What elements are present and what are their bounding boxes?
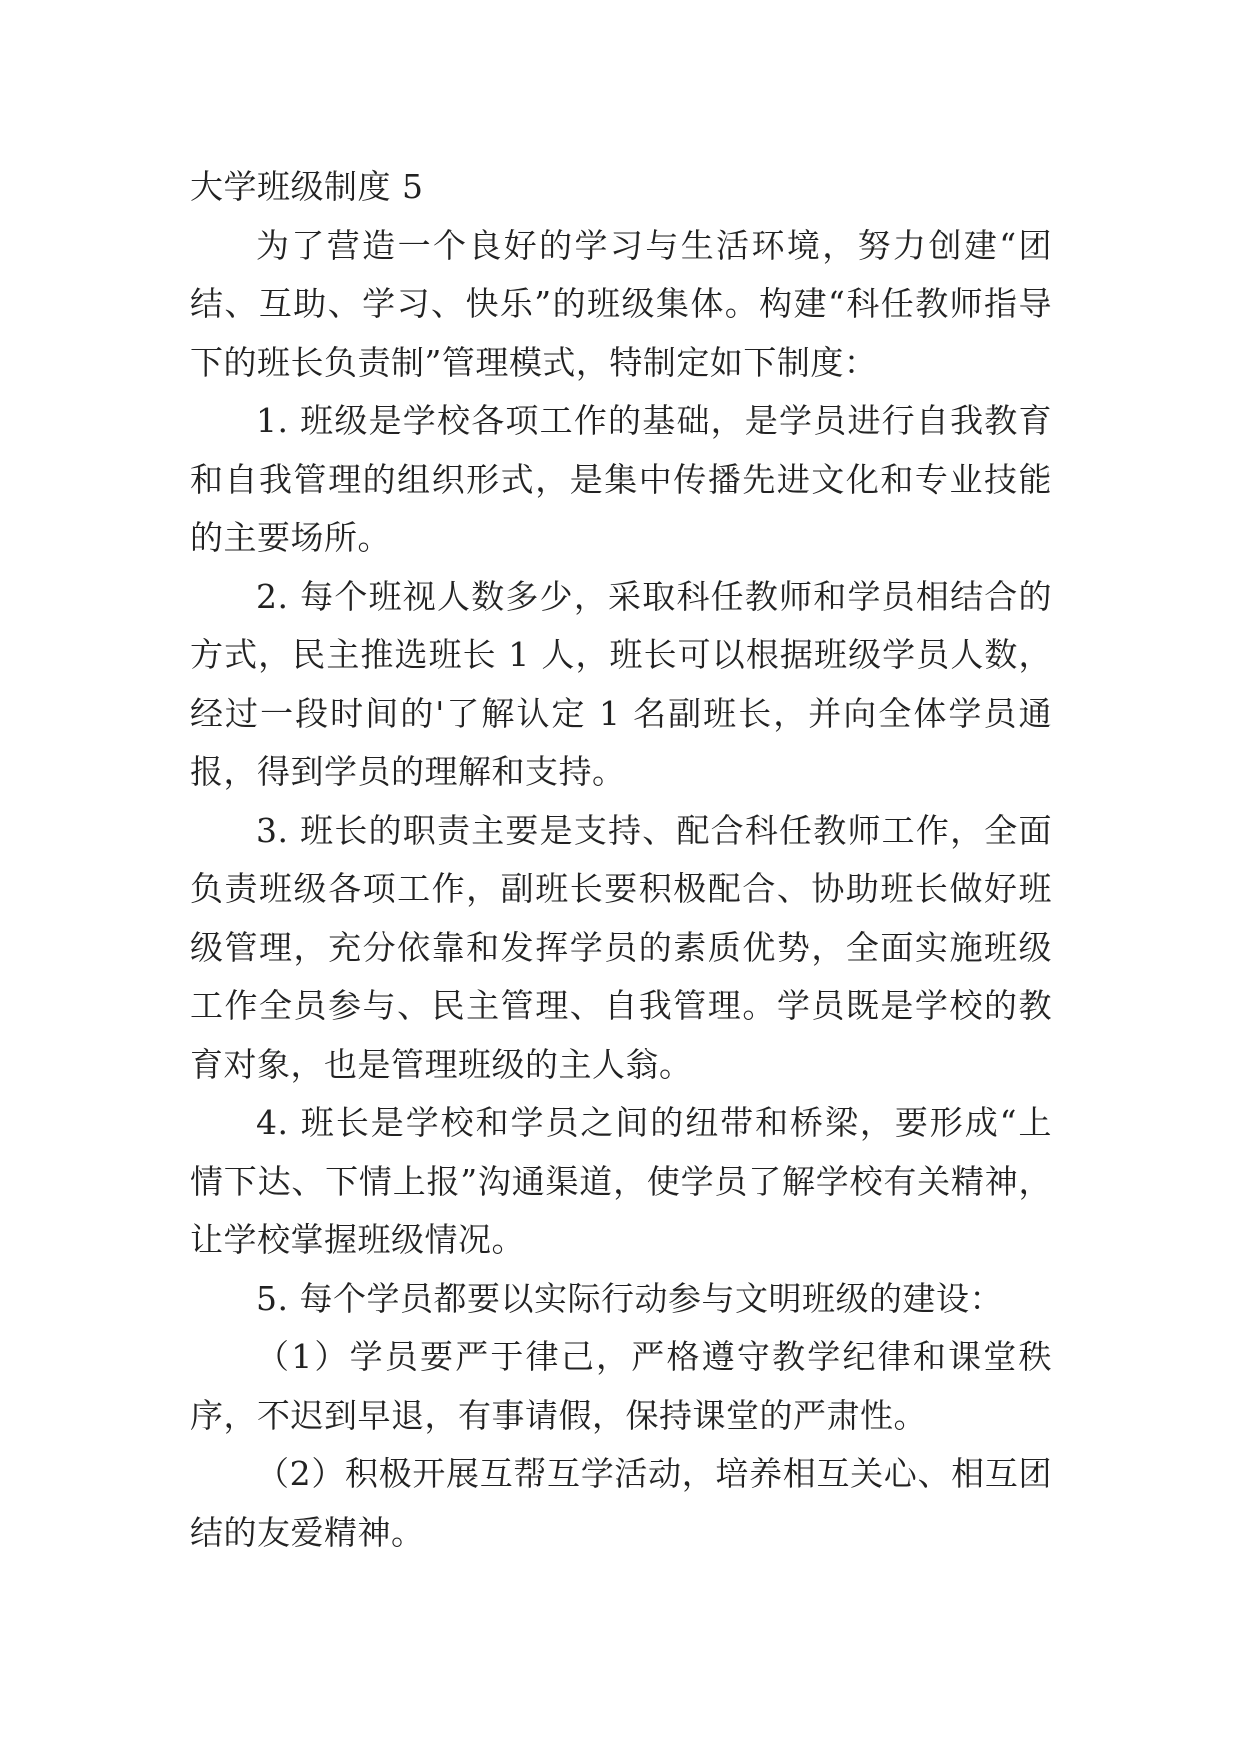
- intro-paragraph: 为了营造一个良好的学习与生活环境，努力创建“团结、互助、学习、快乐”的班级集体。构建“科任教师指导下的班长负责制”管理模式，特制定如下制度：: [190, 225, 1052, 382]
- rule-1-paragraph: 1. 班级是学校各项工作的基础，是学员进行自我教育和自我管理的组织形式，是集中传播先进文化和专业技能的主要场所。: [190, 401, 1052, 557]
- rule-3-paragraph: 3. 班长的职责主要是支持、配合科任教师工作，全面负责班级各项工作，副班长要积极配合、协助班长做好班级管理，充分依靠和发挥学员的素质优势，全面实施班级工作全员参与、民主管理、自我管理。学员既是学校的教育对象，也是管理班级的主人翁。: [190, 810, 1052, 1084]
- rule-5-paragraph: 5. 每个学员都要以实际行动参与文明班级的建设：: [256, 1278, 1003, 1318]
- rule-5-item-1-paragraph: （1）学员要严于律己，严格遵守教学纪律和课堂秩序，不迟到早退，有事请假，保持课堂的严肃性。: [190, 1337, 1052, 1435]
- rule-4-paragraph: 4. 班长是学校和学员之间的纽带和桥梁，要形成“上情下达、下情上报”沟通渠道，使学员了解学校有关精神，让学校掌握班级情况。: [190, 1103, 1052, 1259]
- rule-5-item-2-paragraph: （2）积极开展互帮互学活动，培养相互关心、相互团结的友爱精神。: [190, 1454, 1052, 1552]
- document-body: [190, 158, 1052, 1562]
- document-title: 大学班级制度 5: [190, 167, 424, 206]
- rule-2-paragraph: 2. 每个班视人数多少，采取科任教师和学员相结合的方式，民主推选班长 1 人，班长可以根据班级学员人数，经过一段时间的'了解认定 1 名副班长，并向全体学员通报，得到学员的理解和支持。: [190, 576, 1052, 791]
